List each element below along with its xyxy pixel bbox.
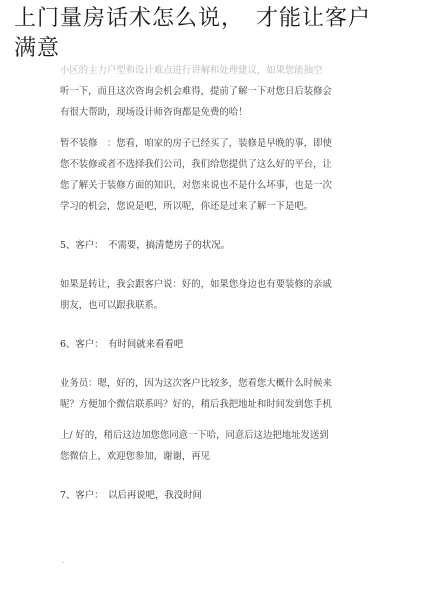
spacer — [60, 123, 360, 133]
spacer — [60, 217, 360, 235]
title-line-2: 满意 — [14, 36, 61, 61]
spacer — [60, 256, 360, 274]
paragraph-line: 如果是转让，我会跟客户说：好的，如果您身边也有要装修的亲戚 — [60, 279, 332, 290]
document-body — [60, 60, 360, 506]
spacer — [60, 467, 360, 485]
paragraph-line: 呢？方便加个微信联系吗？好的，稍后我把地址和时间发到您手机 — [60, 399, 332, 410]
end-mark: . — [62, 556, 65, 565]
section-heading-5: 5、客户： 不需要，搞清楚房子的状况。 — [60, 240, 231, 251]
page-title — [14, 4, 414, 64]
paragraph-line: 您了解关于装修方面的知识，对您来说也不是什么坏事，也是一次 — [60, 180, 332, 191]
section-heading-7: 7、客户： 以后再说吧，我没时间 — [60, 490, 202, 501]
spacer — [60, 355, 360, 373]
paragraph-line: 小区的主力户型和设计难点进行讲解和处理建议，如果您能抽空 — [60, 65, 323, 76]
paragraph-line: 有很大帮助，现场设计师咨询都是免费的哈！ — [60, 107, 248, 118]
spacer — [60, 415, 360, 425]
paragraph-line: 业务员：嗯，好的，因为这次客户比较多，您看您大概什么时候来 — [60, 378, 332, 389]
paragraph-line: 上/ 好的，稍后这边加您您同意一下哈，同意后这边把地址发送到 — [60, 430, 329, 441]
paragraph-line: 暂不装修 ：您看，咱家的房子已经买了，装修是早晚的事，即使 — [60, 138, 332, 149]
paragraph-line: 学习的机会，您说是吧，所以呢，你还是过来了解一下是吧。 — [60, 201, 314, 212]
spacer — [60, 316, 360, 334]
paragraph-line: 朋友，也可以跟我联系。 — [60, 300, 164, 311]
paragraph-line: 您微信上，欢迎您参加，谢谢，再见 — [60, 451, 211, 462]
paragraph-line: 您不装修或者不选择我们公司，我们给您提供了这么好的平台，让 — [60, 159, 332, 170]
section-heading-6: 6、客户： 有时间就来看看吧 — [60, 339, 184, 350]
title-line-1: 上门量房话术怎么说， 才能让客户 — [14, 6, 372, 31]
paragraph-line: 听一下，而且这次咨询会机会难得，提前了解一下对您日后装修会 — [60, 86, 332, 97]
